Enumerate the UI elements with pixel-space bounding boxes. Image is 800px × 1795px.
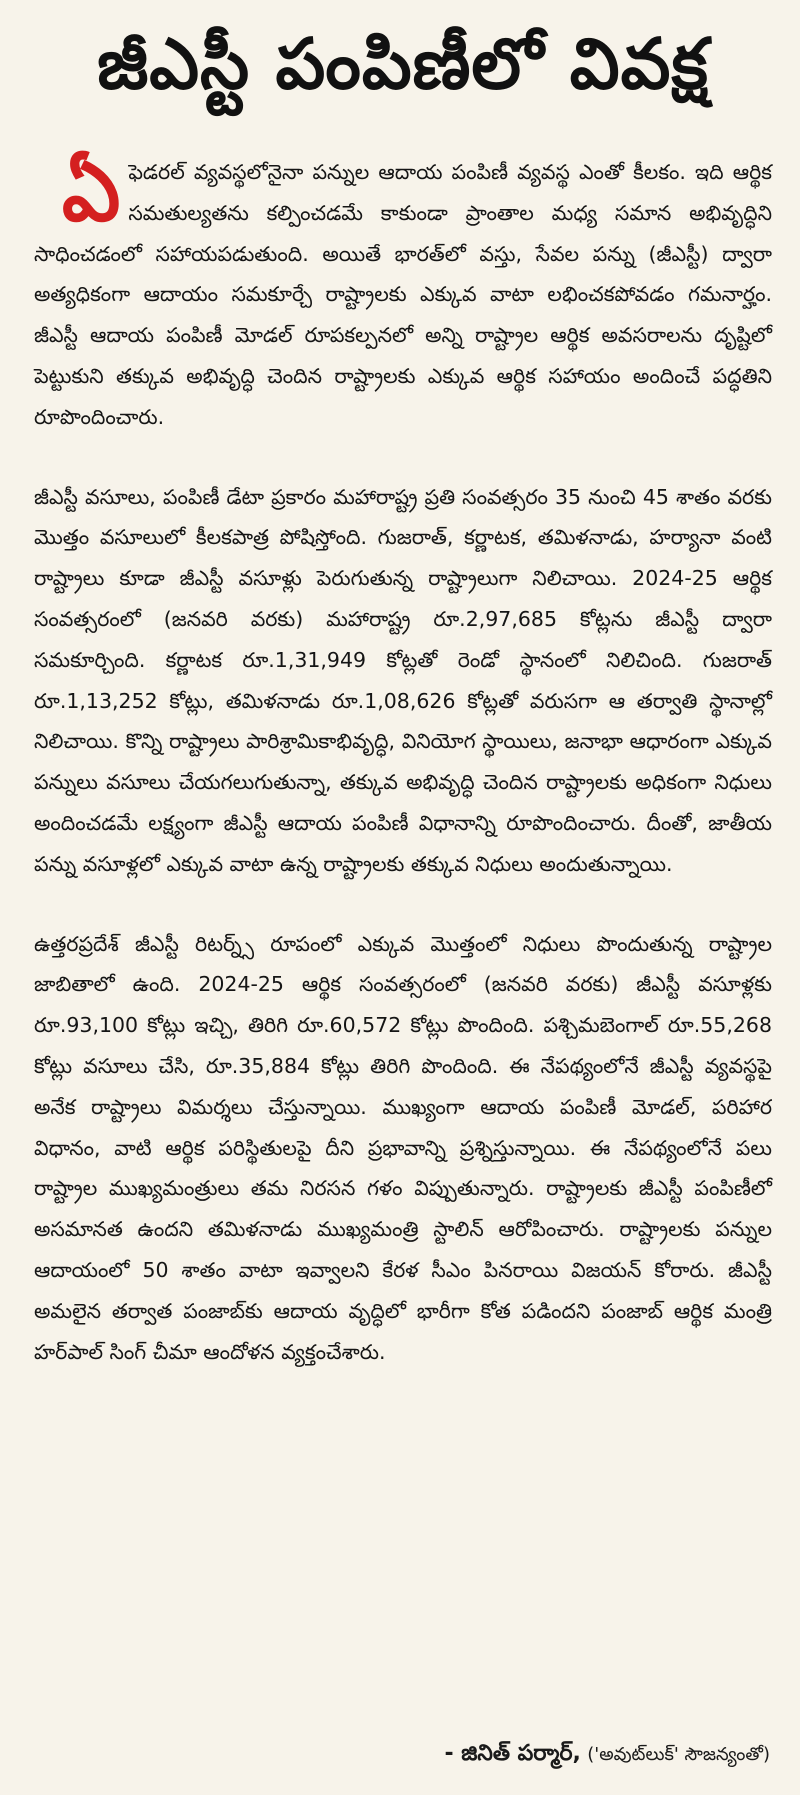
article-body (34, 145, 772, 1372)
byline-credit: ('అవుట్‌లుక్' సౌజన్యంతో) (587, 1744, 770, 1765)
article-paragraph-2: జీఎస్టీ వసూలు, పంపిణీ డేటా ప్రకారం మహారాష్ట్ర ప్రతి సంవత్సరం 35 నుంచి 45 శాతం వరకు మొత్తం వసూలులో కీలకపాత్ర పోషిస్తోంది. గుజరాత్, కర్ణాటక, తమిళనాడు, హర్యానా వంటి రాష్ట్రాలు కూడా జీఎస్టీ వసూళ్లు పెరుగుతున్న రాష్ట్రాలుగా నిలిచాయి. 2024-25 ఆర్థిక సంవత్సరంలో (జనవరి వరకు) మహారాష్ట్ర రూ.2,97,685 కోట్లను జీఎస్టీ ద్వారా సమకూర్చింది. కర్ణాటక రూ.1,31,949 కోట్లతో రెండో స్థానంలో నిలిచింది. గుజరాత్ రూ.1,13,252 కోట్లు, తమిళనాడు రూ.1,08,626 కోట్లతో వరుసగా ఆ తర్వాతి స్థానాల్లో నిలిచాయి. కొన్ని రాష్ట్రాలు పారిశ్రామికాభివృద్ధి, వినియోగ స్థాయిలు, జనాభా ఆధారంగా ఎక్కువ పన్నులు వసూలు చేయగలుగుతున్నా, తక్కువ అభివృద్ధి చెందిన రాష్ట్రాలకు అధికంగా నిధులు అందించడమే లక్ష్యంగా జీఎస్టీ ఆదాయ పంపిణీ విధానాన్ని రూపొందించారు. దీంతో, జాతీయ పన్ను వసూళ్లలో ఎక్కువ వాటా ఉన్న రాష్ట్రాలకు తక్కువ నిధులు అందుతున్నాయి. (34, 484, 772, 876)
paragraph-1-text: ఫెడరల్ వ్యవస్థలోనైనా పన్నుల ఆదాయ పంపిణీ వ్యవస్థ ఎంతో కీలకం. ఇది ఆర్థిక సమతుల్యతను కల్పించడమే కాకుండా ప్రాంతాల మధ్య సమాన అభివృద్ధిని సాధించడంలో సహాయపడుతుంది. అయితే భారత్‌లో వస్తు, సేవల పన్ను (జీఎస్టీ) ద్వారా అత్యధికంగా ఆదాయం సమకూర్చే రాష్ట్రాలకు ఎక్కువ వాటా లభించకపోవడం గమనార్హం. జీఎస్టీ ఆదాయ పంపిణీ మోడల్ రూపకల్పనలో అన్ని రాష్ట్రాల ఆర్థిక అవసరాలను దృష్టిలో పెట్టుకుని తక్కువ అభివృద్ధి చెందిన రాష్ట్రాలకు ఎక్కువ ఆర్థిక సహాయం అందించే పద్ధతిని రూపొందించారు. (34, 160, 772, 429)
article-paragraph-1 (34, 145, 772, 438)
article-page (0, 8, 800, 1795)
article-byline (445, 1738, 770, 1770)
byline-author: - జినిత్ పర్మార్, (444, 1741, 581, 1766)
article-headline: జీఎస్టీ పంపిణీలో వివక్ష (97, 23, 709, 105)
drop-cap: ఏ (62, 145, 121, 240)
article-paragraph-3: ఉత్తరప్రదేశ్ జీఎస్టీ రిటర్న్స్ రూపంలో ఎక్కువ మొత్తంలో నిధులు పొందుతున్న రాష్ట్రాల జాబితాలో ఉంది. 2024-25 ఆర్థిక సంవత్సరంలో (జనవరి వరకు) జీఎస్టీ వసూళ్లకు రూ.93,100 కోట్లు ఇచ్చి, తిరిగి రూ.60,572 కోట్లు పొందింది. పశ్చిమబెంగాల్ రూ.55,268 కోట్లు వసూలు చేసి, రూ.35,884 కోట్లు తిరిగి పొందింది. ఈ నేపథ్యంలోనే జీఎస్టీ వ్యవస్థపై అనేక రాష్ట్రాలు విమర్శలు చేస్తున్నాయి. ముఖ్యంగా ఆదాయ పంపిణీ మోడల్, పరిహార విధానం, వాటి ఆర్థిక పరిస్థితులపై దీని ప్రభావాన్ని ప్రశ్నిస్తున్నాయి. ఈ నేపథ్యంలోనే పలు రాష్ట్రాల ముఖ్యమంత్రులు తమ నిరసన గళం విప్పుతున్నారు. రాష్ట్రాలకు జీఎస్టీ పంపిణీలో అసమానత ఉందని తమిళనాడు ముఖ్యమంత్రి స్టాలిన్ ఆరోపించారు. రాష్ట్రాలకు పన్నుల ఆదాయంలో 50 శాతం వాటా ఇవ్వాలని కేరళ సీఎం పినరాయి విజయన్ కోరారు. జీఎస్టీ అమలైన తర్వాత పంజాబ్‌కు ఆదాయ వృద్ధిలో భారీగా కోత పడిందని పంజాబ్ ఆర్థిక మంత్రి హర్‌పాల్ సింగ్ చీమా ఆందోళన వ్యక్తంచేశారు. (34, 931, 772, 1364)
